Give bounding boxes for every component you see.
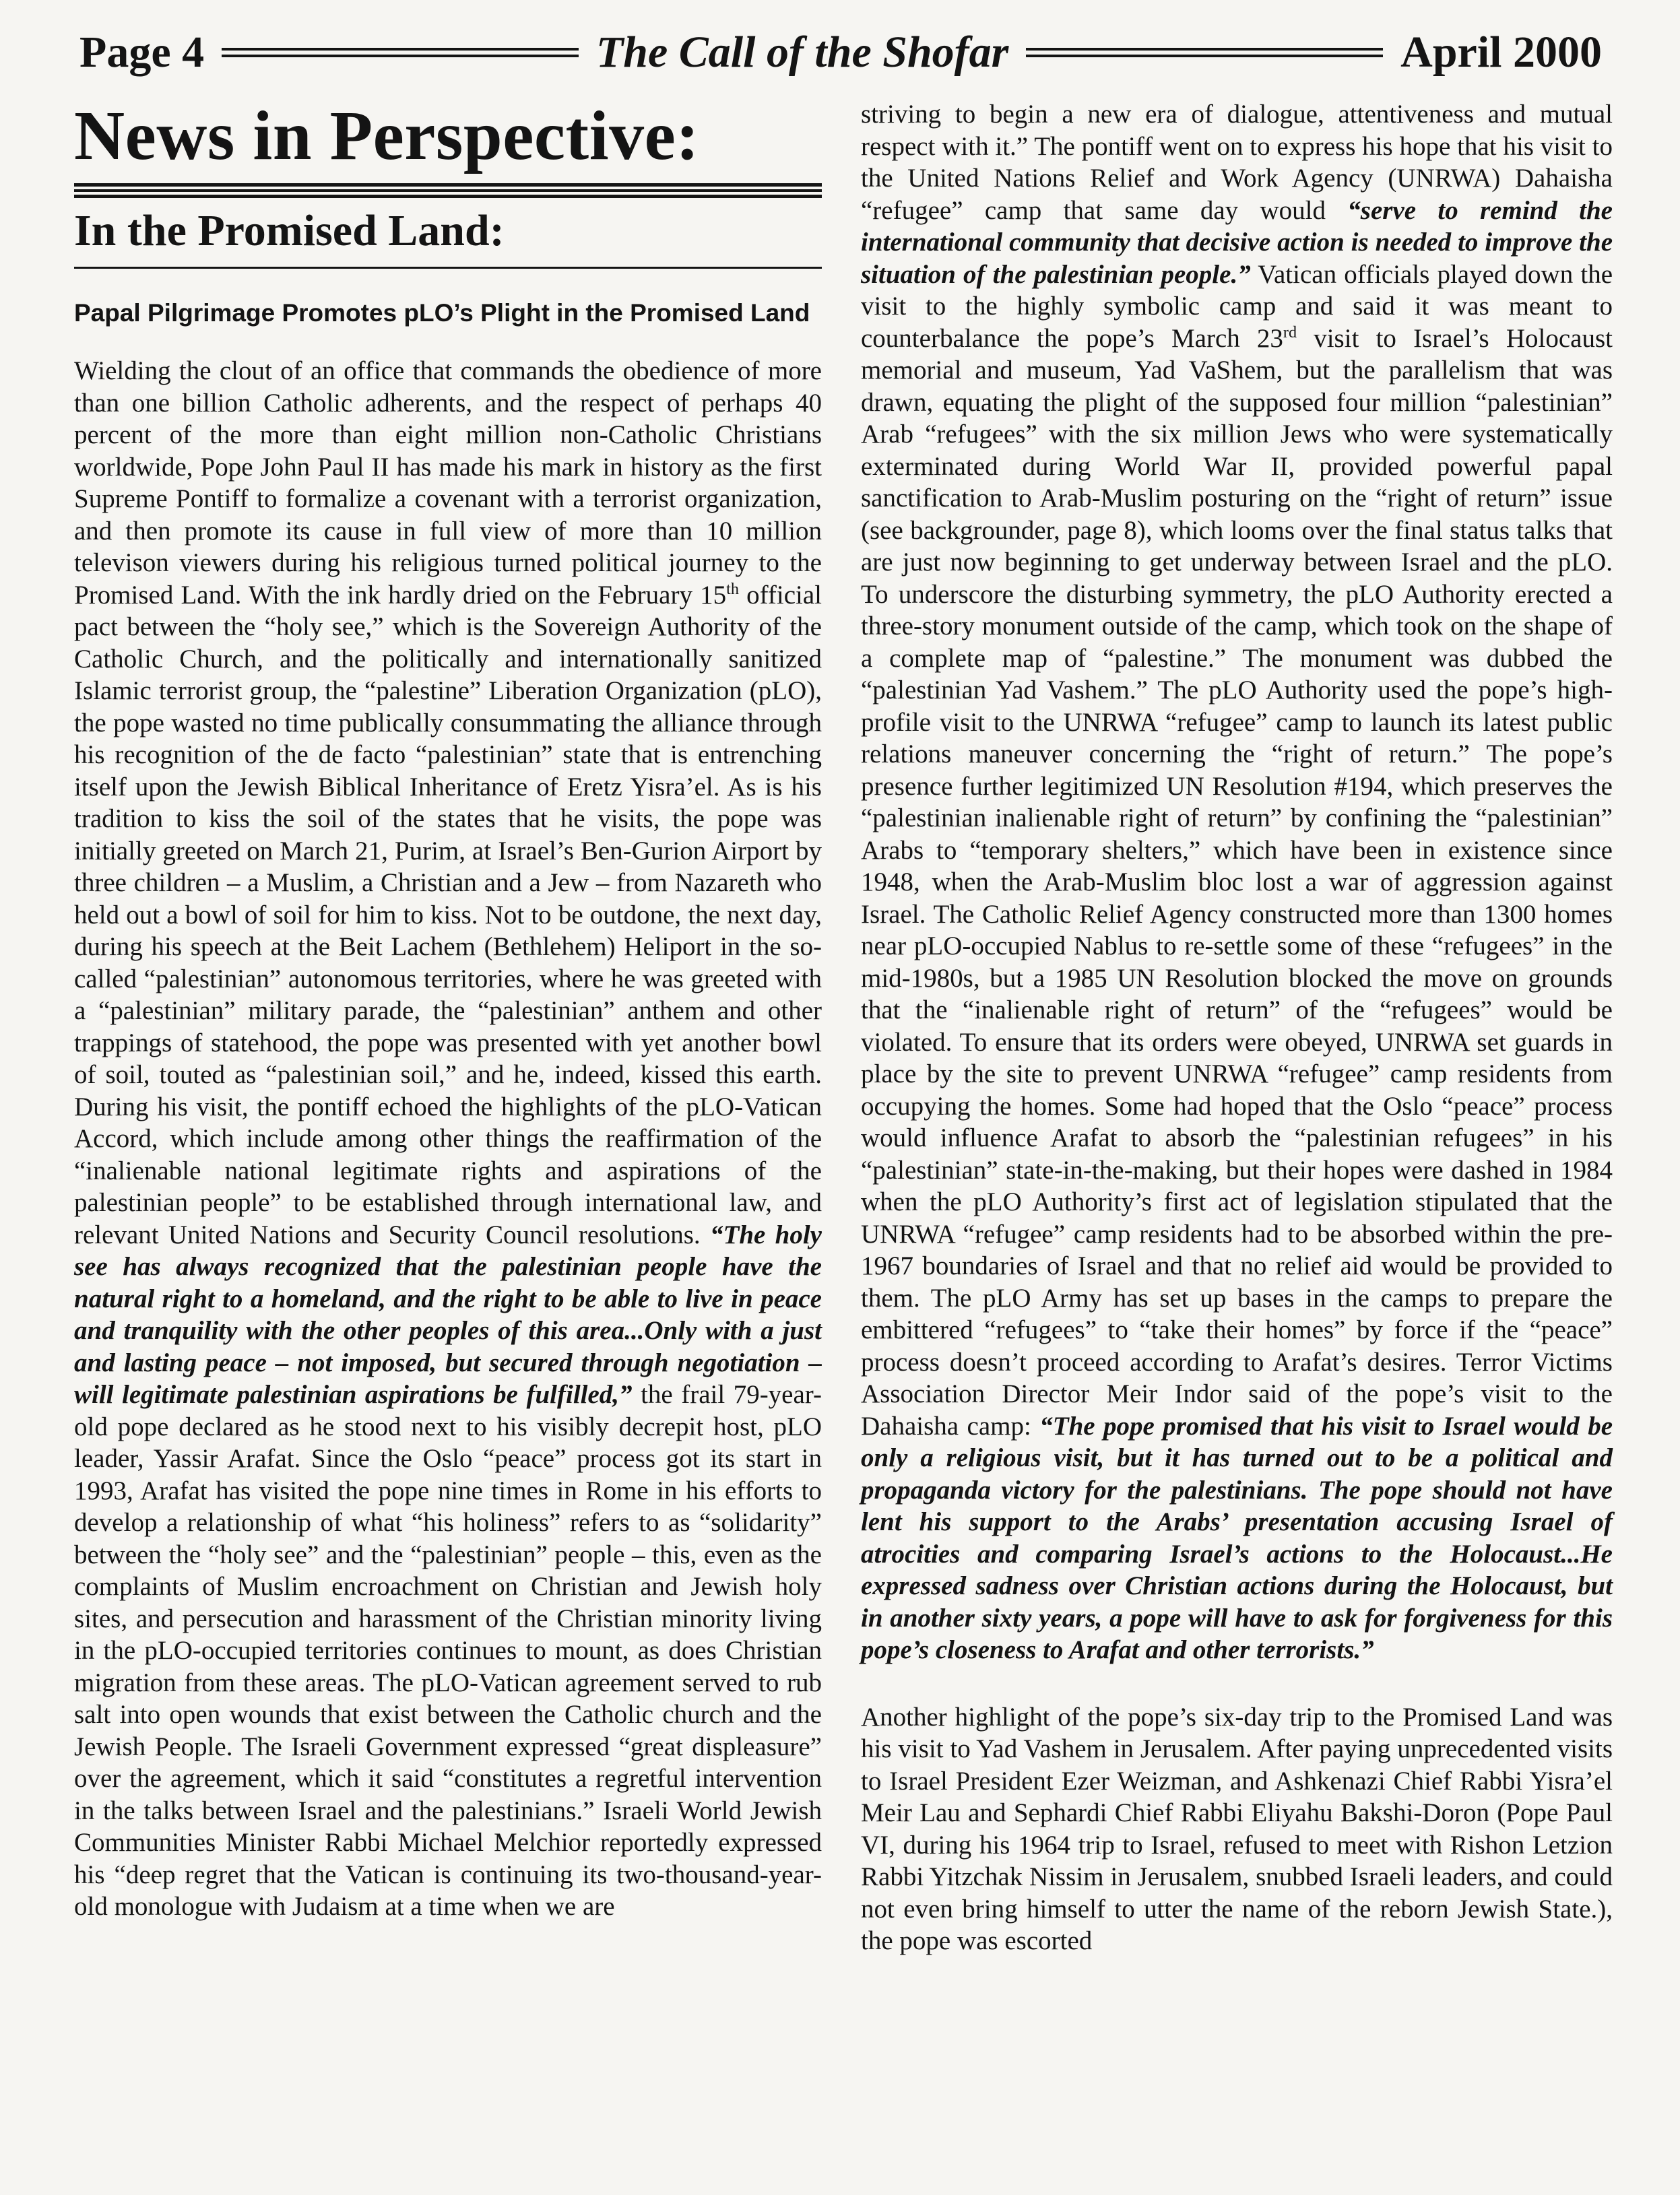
heading-rule	[74, 183, 822, 198]
page-number: Page 4	[79, 28, 205, 77]
body-text: striving to begin a new era of dialogue, attentiveness and mutual respect with it.” The pontiff went on to express his hope that his visit to the United Nations Relief and Work Agency (UNRWA) Dahaisha “refugee” camp that same day would	[861, 100, 1613, 225]
body-text: Wielding the clout of an office that commands the obedience of more than one billion Catholic adherents, and the respect of perhaps 40 percent of the more than eight million non-Catholic Christians worldwide, Pope John Paul II has made his mark in history as the first Supreme Pontiff to formalize a covenant with a terrorist organization, and then promote its cause in full view of more than 10 million televison viewers during his religious turned political journey to the Promised Land. With the ink hardly dried on the February 15	[74, 356, 822, 610]
publication-title: The Call of the Shofar	[595, 28, 1009, 77]
subheading-rule	[74, 267, 822, 269]
ordinal-suffix: rd	[1283, 323, 1297, 341]
masthead	[79, 26, 1602, 79]
article-title: Papal Pilgrimage Promotes pLO’s Plight in the Promised Land	[74, 299, 810, 327]
right-column	[861, 98, 1613, 1957]
article-body-left	[74, 355, 822, 1923]
pull-quote: “The holy see has always recognized that the palestinian people have the natural right to a homeland, and the right to be able to live in peace and tranquility with the other peoples of this area...Only with a just and lasting peace – not imposed, but secured through negotiation – will legitimate palestinian aspirations be fulfilled,”	[74, 1220, 822, 1410]
body-text: visit to Israel’s Holocaust memorial and museum, Yad VaShem, but the parallelism that was drawn, equating the plight of the supposed four million “palestinian” Arab “refugees” with the six million Jews who were systematically exterminated during World War II, provided powerful papal sanctification to Arab-Muslim posturing on the “right of return” issue (see backgrounder, page 8), which looms over the final status talks that are just now beginning to get underway between Israel and the pLO. To underscore the disturbing symmetry, the pLO Authority erected a three-story monument outside of the camp, which took on the shape of a complete map of “palestine.” The monument was dubbed the “palestinian Yad Vashem.” The pLO Authority used the pope’s high-profile visit to the UNRWA “refugee” camp to launch its latest public relations maneuver concerning the “right of return.” The pope’s presence further legitimized UN Resolution #194, which preserves the “palestinian inalienable right of return” by confining the “palestinian” Arabs to “temporary shelters,” which have been in existence since 1948, when the Arab-Muslim bloc lost a war of aggression against Israel. The Catholic Relief Agency constructed more than 1300 homes near pLO-occupied Nablus to re-settle some of these “refugees” in the mid-1980s, but a 1985 UN Resolution blocked the move on grounds that the “inalienable right of return” of the “refugees” would be violated. To ensure that its orders were obeyed, UNRWA set guards in place by the site to prevent UNRWA “refugee” camp residents from occupying the homes. Some had hoped that the Oslo “peace” process would influence Arafat to absorb the “palestinian refugees” in his “palestinian” state-in-the-making, but their hopes were dashed in 1984 when the pLO Authority’s first act of legislation stipulated that the UNRWA “refugee” camp residents had to be absorbed within the pre-1967 boundaries of Israel and that no relief aid would be provided to them. The pLO Army has set up bases in the camps to prepare the embittered “refugees” to “take their homes” by force if the “peace” process doesn’t proceed according to Arafat’s desires. Terror Victims Association Director Meir Indor said of the pope’s visit to the Dahaisha camp:	[861, 323, 1613, 1441]
article-body-right-2: Another highlight of the pope’s six-day trip to the Promised Land was his visit to Yad Vashem in Jerusalem. After paying unprecedented visits to Israel President Ezer Weizman, and Ashkenazi Chief Rabbi Yisra’el Meir Lau and Sephardi Chief Rabbi Eliyahu Bakshi-Doron (Pope Paul VI, during his 1964 trip to Israel, refused to meet with Rishon Letzion Rabbi Yitzchak Nissim in Jerusalem, snubbed Israeli leaders, and could not even bring himself to utter the name of the reborn Jewish State.), the pope was escorted	[861, 1702, 1613, 1955]
section-heading: News in Perspective:	[74, 97, 700, 174]
ordinal-suffix: th	[726, 579, 739, 598]
pull-quote: “The pope promised that his visit to Israel would be only a religious visit, but it has turned out to be a political and propaganda victory for the palestinians. The pope should not have lent his support to the Arabs’ presentation accusing Israel of atrocities and comparing Israel’s actions to the Holocaust...He expressed sadness over Christian actions during the Holocaust, but in another sixty years, a pope will have to ask for forgiveness for this pope’s closeness to Arafat and other terrorists.”	[861, 1411, 1613, 1664]
article-body-right	[861, 98, 1613, 1666]
masthead-rule-right	[1026, 48, 1383, 57]
issue-date: April 2000	[1400, 28, 1603, 77]
paragraph-gap	[861, 1666, 1613, 1701]
body-text: official pact between the “holy see,” which is the Sovereign Authority of the Catholic Church, and the politically and internationally sanitized Islamic terrorist group, the “palestine” Liberation Organization (pLO), the pope wasted no time publically consummating the alliance through his recognition of the de facto “palestinian” state that is entrenching itself upon the Jewish Biblical Inheritance of Eretz Yisra’el. As is his tradition to kiss the soil of the states that he visits, the pope was initially greeted on March 21, Purim, at Israel’s Ben-Gurion Airport by three children – a Muslim, a Christian and a Jew – from Nazareth who held out a bowl of soil for him to kiss. Not to be outdone, the next day, during his speech at the Beit Lachem (Bethlehem) Heliport in the so-called “palestinian” autonomous territories, where he was greeted with a “palestinian” military parade, the “palestinian” anthem and other trappings of statehood, the pope was presented with yet another bowl of soil, touted as “palestinian soil,” and he, indeed, kissed this earth. During his visit, the pontiff echoed the highlights of the pLO-Vatican Accord, which include among other things the reaffirmation of the “inalienable national legitimate rights and aspirations of the palestinian people” to be established through international law, and relevant United Nations and Security Council resolutions.	[74, 580, 822, 1249]
left-column	[74, 97, 822, 1923]
body-text: Vatican officials played down the visit to the highly symbolic camp and said it was meant to counterbalance the pope’s March 23	[861, 259, 1613, 353]
masthead-rule-left	[222, 48, 579, 57]
pull-quote: “serve to remind the international community that decisive action is needed to improve the situation of the palestinian people.”	[861, 195, 1613, 289]
body-text: the frail 79-year-old pope declared as he stood next to his visibly decrepit host, pLO leader, Yassir Arafat. Since the Oslo “peace” process got its start in 1993, Arafat has visited the pope nine times in Rome in his efforts to develop a relationship of what “his holiness” refers to as “solidarity” between the “holy see” and the “palestinian” people – this, even as the complaints of Muslim encroachment on Christian and Jewish holy sites, and persecution and harassment of the Christian minority living in the pLO-occupied territories continues to mount, as does Christian migration from these areas. The pLO-Vatican agreement served to rub salt into open wounds that exist between the Catholic church and the Jewish People. The Israeli Government expressed “great displeasure” over the agreement, which it said “constitutes a regretful intervention in the talks between Israel and the palestinians.” Israeli World Jewish Communities Minister Rabbi Michael Melchior reportedly expressed his “deep regret that the Vatican is continuing its two-thousand-year-old monologue with Judaism at a time when we are	[74, 1380, 822, 1922]
section-subheading: In the Promised Land:	[74, 206, 505, 255]
